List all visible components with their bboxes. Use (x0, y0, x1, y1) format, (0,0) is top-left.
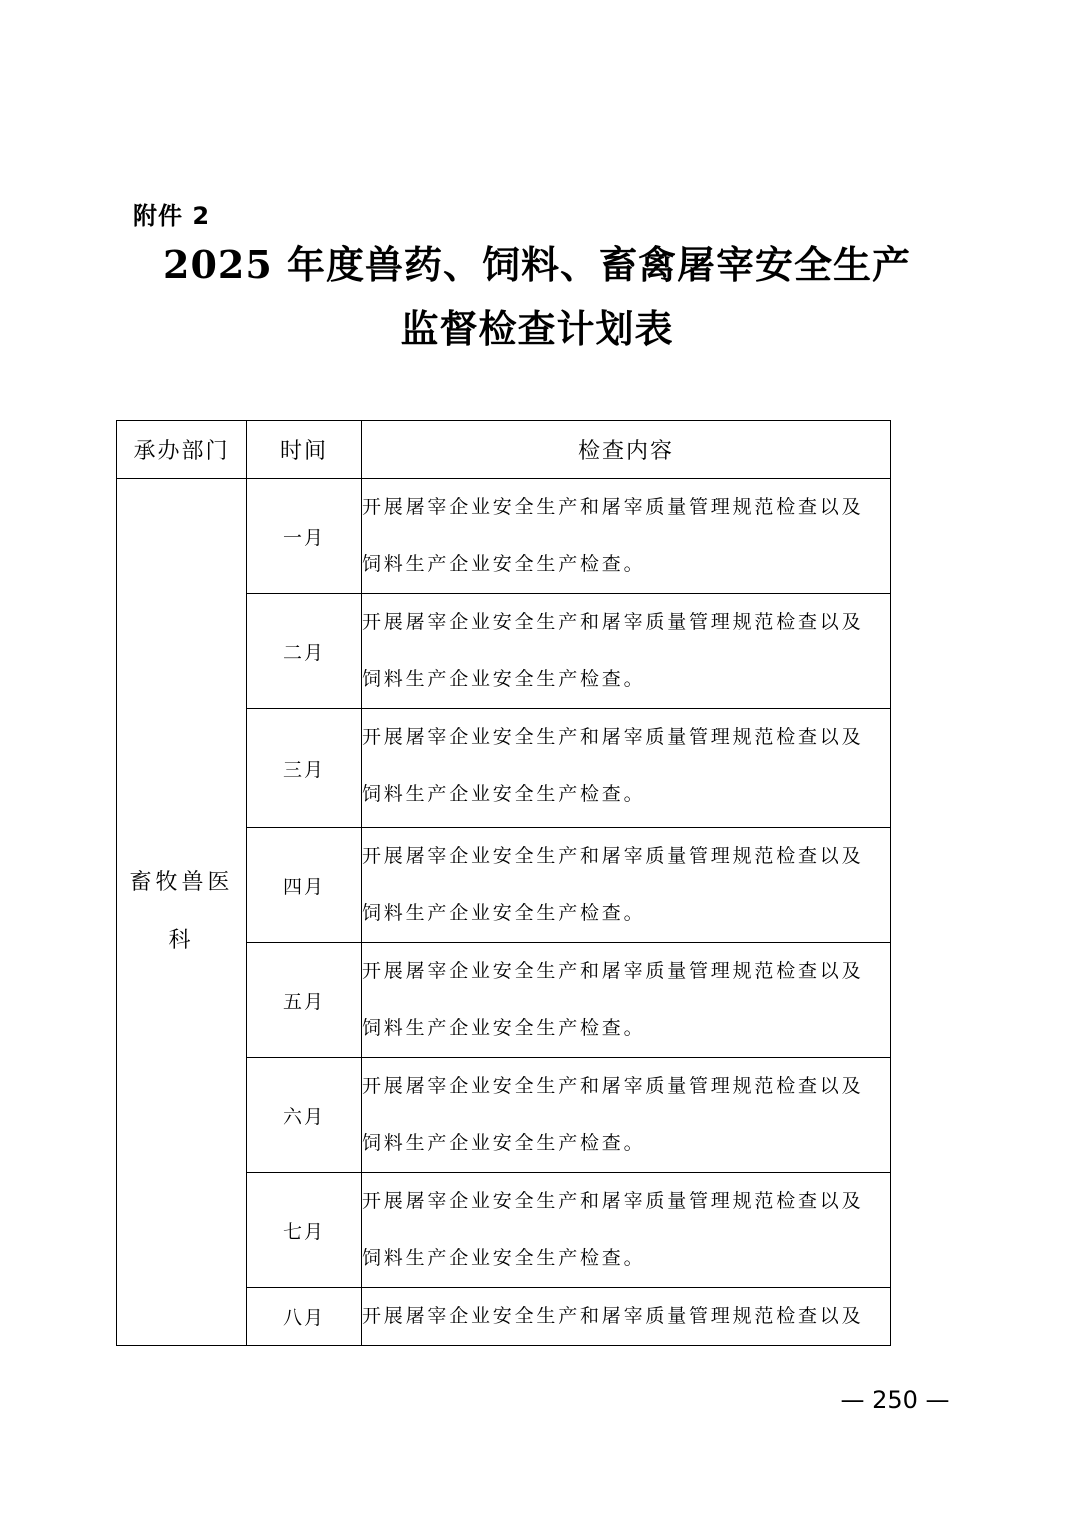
month-cell: 八月 (247, 1288, 362, 1346)
document-title-line1: 2025 年度兽药、饲料、畜禽屠宰安全生产 (163, 242, 911, 287)
content-line: 饲料生产企业安全生产检查。 (362, 902, 646, 924)
content-cell (362, 1058, 891, 1173)
month-cell: 四月 (247, 828, 362, 943)
content-cell (362, 828, 891, 943)
table-header-row (117, 421, 891, 479)
table-row (117, 479, 891, 594)
document-title-line2: 监督检查计划表 (400, 306, 674, 351)
attachment-label: 附件 2 (133, 202, 211, 230)
department-name-line1: 畜牧兽医 (129, 870, 234, 895)
header-time: 时间 (247, 421, 362, 479)
content-line: 开展屠宰企业安全生产和屠宰质量管理规范检查以及 (362, 611, 864, 633)
department-name-line2: 科 (168, 928, 195, 953)
inspection-plan-table (116, 420, 891, 1346)
content-line: 开展屠宰企业安全生产和屠宰质量管理规范检查以及 (362, 726, 864, 748)
content-line: 开展屠宰企业安全生产和屠宰质量管理规范检查以及 (362, 1075, 864, 1097)
content-cell (362, 709, 891, 828)
month-cell: 三月 (247, 709, 362, 828)
content-line: 开展屠宰企业安全生产和屠宰质量管理规范检查以及 (362, 1305, 864, 1327)
month-cell: 一月 (247, 479, 362, 594)
content-cell (362, 1173, 891, 1288)
header-content: 检查内容 (362, 421, 891, 479)
content-line: 饲料生产企业安全生产检查。 (362, 783, 646, 805)
month-cell: 六月 (247, 1058, 362, 1173)
header-department: 承办部门 (117, 421, 247, 479)
content-cell (362, 479, 891, 594)
content-line: 开展屠宰企业安全生产和屠宰质量管理规范检查以及 (362, 960, 864, 982)
department-cell (117, 479, 247, 1346)
content-cell (362, 1288, 891, 1346)
month-cell: 七月 (247, 1173, 362, 1288)
content-line: 饲料生产企业安全生产检查。 (362, 553, 646, 575)
content-line: 饲料生产企业安全生产检查。 (362, 1017, 646, 1039)
content-line: 开展屠宰企业安全生产和屠宰质量管理规范检查以及 (362, 1190, 864, 1212)
content-line: 开展屠宰企业安全生产和屠宰质量管理规范检查以及 (362, 845, 864, 867)
page-number: — 250 — (840, 1386, 950, 1414)
content-cell (362, 594, 891, 709)
month-cell: 二月 (247, 594, 362, 709)
content-line: 饲料生产企业安全生产检查。 (362, 668, 646, 690)
content-line: 饲料生产企业安全生产检查。 (362, 1247, 646, 1269)
content-line: 饲料生产企业安全生产检查。 (362, 1132, 646, 1154)
content-cell (362, 943, 891, 1058)
month-cell: 五月 (247, 943, 362, 1058)
content-line: 开展屠宰企业安全生产和屠宰质量管理规范检查以及 (362, 496, 864, 518)
